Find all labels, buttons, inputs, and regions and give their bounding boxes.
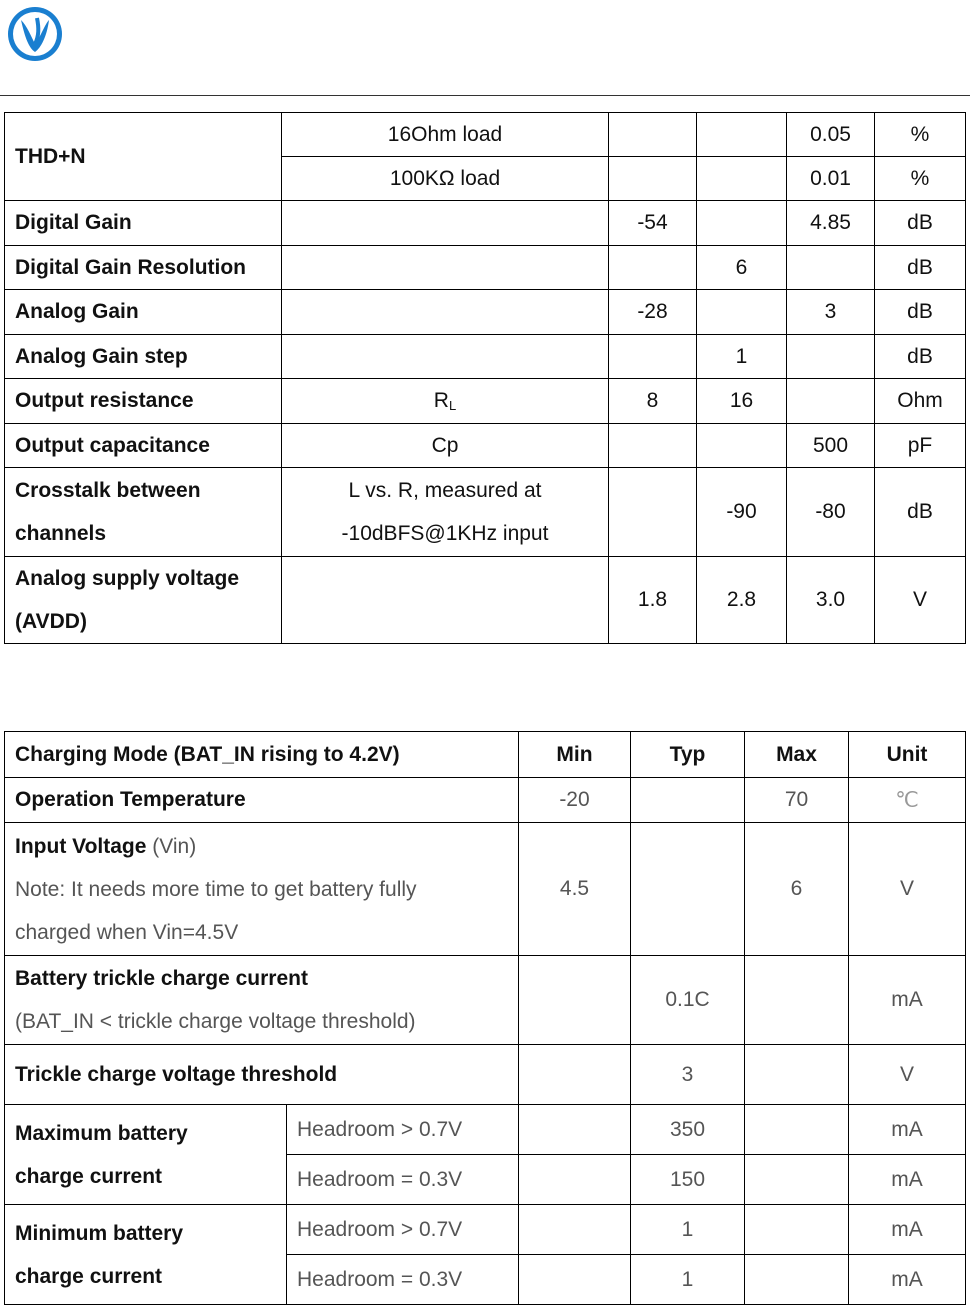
header-divider (0, 95, 970, 96)
unit-cell: mA (849, 1255, 966, 1305)
cond-symbol: R (433, 389, 449, 412)
header-charging-mode: Charging Mode (BAT_IN rising to 4.2V) (5, 732, 519, 778)
typ-cell (631, 823, 745, 956)
typ-cell: 350 (631, 1105, 745, 1155)
typ-cell: 2.8 (697, 557, 787, 644)
unit-cell: dB (875, 290, 966, 335)
param-digital-gain-resolution: Digital Gain Resolution (5, 246, 282, 290)
audio-spec-table (4, 112, 966, 644)
cond-cell (282, 290, 609, 335)
min-cell: -20 (519, 778, 631, 823)
cond-cell: Headroom > 0.7V (287, 1205, 519, 1255)
param-trickle-current (5, 956, 519, 1045)
max-cell (745, 1255, 849, 1305)
cond-line: -10dBFS@1KHz input (341, 522, 549, 545)
max-cell: 3.0 (787, 557, 875, 644)
unit-cell: ℃ (849, 778, 966, 823)
cond-crosstalk (282, 468, 609, 557)
min-cell: -54 (609, 201, 697, 246)
min-cell (609, 335, 697, 379)
min-cell (609, 468, 697, 557)
max-cell (745, 1205, 849, 1255)
param-output-capacitance: Output capacitance (5, 424, 282, 468)
min-cell: 8 (609, 379, 697, 424)
unit-cell: mA (849, 1205, 966, 1255)
unit-cell: mA (849, 956, 966, 1045)
param-trickle-threshold: Trickle charge voltage threshold (5, 1045, 519, 1105)
min-cell (519, 1205, 631, 1255)
param-line: Maximum battery (15, 1121, 188, 1145)
param-line: charge current (15, 1264, 163, 1288)
note-line: charged when Vin=4.5V (15, 920, 239, 944)
cond-line: L vs. R, measured at (348, 479, 542, 502)
min-cell (519, 1045, 631, 1105)
cond-cell: Cp (282, 424, 609, 468)
min-cell (519, 1105, 631, 1155)
typ-cell: 1 (631, 1205, 745, 1255)
unit-cell: Ohm (875, 379, 966, 424)
max-cell: 6 (745, 823, 849, 956)
unit-cell: % (875, 113, 966, 157)
param-crosstalk (5, 468, 282, 557)
max-cell: 70 (745, 778, 849, 823)
max-cell: 4.85 (787, 201, 875, 246)
unit-cell: dB (875, 201, 966, 246)
typ-cell (697, 290, 787, 335)
cond-16ohm: 16Ohm load (282, 113, 609, 157)
param-thdn: THD+N (5, 113, 282, 201)
param-max-charge-current (5, 1105, 287, 1205)
param-symbol: (Vin) (146, 834, 197, 858)
max-cell (745, 1105, 849, 1155)
cond-rl (282, 379, 609, 424)
max-cell (745, 1155, 849, 1205)
header-typ: Typ (631, 732, 745, 778)
cond-100k: 100KΩ load (282, 157, 609, 201)
max-cell: 0.01 (787, 157, 875, 201)
min-cell (519, 1255, 631, 1305)
typ-cell: -90 (697, 468, 787, 557)
min-cell (519, 1155, 631, 1205)
unit-cell: mA (849, 1155, 966, 1205)
min-cell (609, 246, 697, 290)
typ-cell (631, 778, 745, 823)
cond-cell: Headroom = 0.3V (287, 1255, 519, 1305)
typ-cell (697, 113, 787, 157)
unit-cell: % (875, 157, 966, 201)
param-line: Minimum battery (15, 1221, 184, 1245)
max-cell: -80 (787, 468, 875, 557)
unit-cell: V (875, 557, 966, 644)
param-line: channels (15, 522, 107, 545)
typ-cell: 16 (697, 379, 787, 424)
typ-cell: 1 (631, 1255, 745, 1305)
cond-subscript: L (448, 398, 457, 413)
typ-cell (697, 424, 787, 468)
param-analog-gain: Analog Gain (5, 290, 282, 335)
header-unit: Unit (849, 732, 966, 778)
param-line: Crosstalk between (15, 479, 201, 502)
cond-cell (282, 201, 609, 246)
param-analog-gain-step: Analog Gain step (5, 335, 282, 379)
unit-cell: mA (849, 1105, 966, 1155)
cond-cell: Headroom = 0.3V (287, 1155, 519, 1205)
typ-cell (697, 157, 787, 201)
unit-cell: dB (875, 468, 966, 557)
max-cell (787, 335, 875, 379)
param-output-resistance: Output resistance (5, 379, 282, 424)
unit-cell: V (849, 823, 966, 956)
max-cell: 0.05 (787, 113, 875, 157)
param-line: (AVDD) (15, 610, 87, 633)
unit-cell: dB (875, 246, 966, 290)
param-digital-gain: Digital Gain (5, 201, 282, 246)
typ-cell (697, 201, 787, 246)
param-title: Input Voltage (15, 834, 147, 858)
header-max: Max (745, 732, 849, 778)
note-line: Note: It needs more time to get battery fully (15, 877, 417, 901)
cond-cell (282, 246, 609, 290)
min-cell (609, 424, 697, 468)
cond-cell (282, 557, 609, 644)
param-line: Analog supply voltage (15, 567, 240, 590)
param-input-voltage (5, 823, 519, 956)
charging-spec-table (4, 731, 966, 1305)
max-cell (745, 956, 849, 1045)
typ-cell: 1 (697, 335, 787, 379)
unit-cell: V (849, 1045, 966, 1105)
min-cell: 4.5 (519, 823, 631, 956)
param-title: Battery trickle charge current (15, 967, 308, 990)
param-avdd (5, 557, 282, 644)
cond-cell (282, 335, 609, 379)
typ-cell: 6 (697, 246, 787, 290)
max-cell: 500 (787, 424, 875, 468)
company-logo-icon (7, 6, 63, 62)
max-cell (787, 379, 875, 424)
unit-cell: dB (875, 335, 966, 379)
max-cell: 3 (787, 290, 875, 335)
param-note: (BAT_IN < trickle charge voltage threshold) (15, 1010, 416, 1033)
typ-cell: 0.1C (631, 956, 745, 1045)
min-cell: -28 (609, 290, 697, 335)
max-cell (787, 246, 875, 290)
typ-cell: 150 (631, 1155, 745, 1205)
typ-cell: 3 (631, 1045, 745, 1105)
unit-cell: pF (875, 424, 966, 468)
min-cell (519, 956, 631, 1045)
min-cell: 1.8 (609, 557, 697, 644)
param-line: charge current (15, 1164, 163, 1188)
param-min-charge-current (5, 1205, 287, 1305)
max-cell (745, 1045, 849, 1105)
param-operation-temperature: Operation Temperature (5, 778, 519, 823)
header-min: Min (519, 732, 631, 778)
cond-cell: Headroom > 0.7V (287, 1105, 519, 1155)
min-cell (609, 113, 697, 157)
min-cell (609, 157, 697, 201)
